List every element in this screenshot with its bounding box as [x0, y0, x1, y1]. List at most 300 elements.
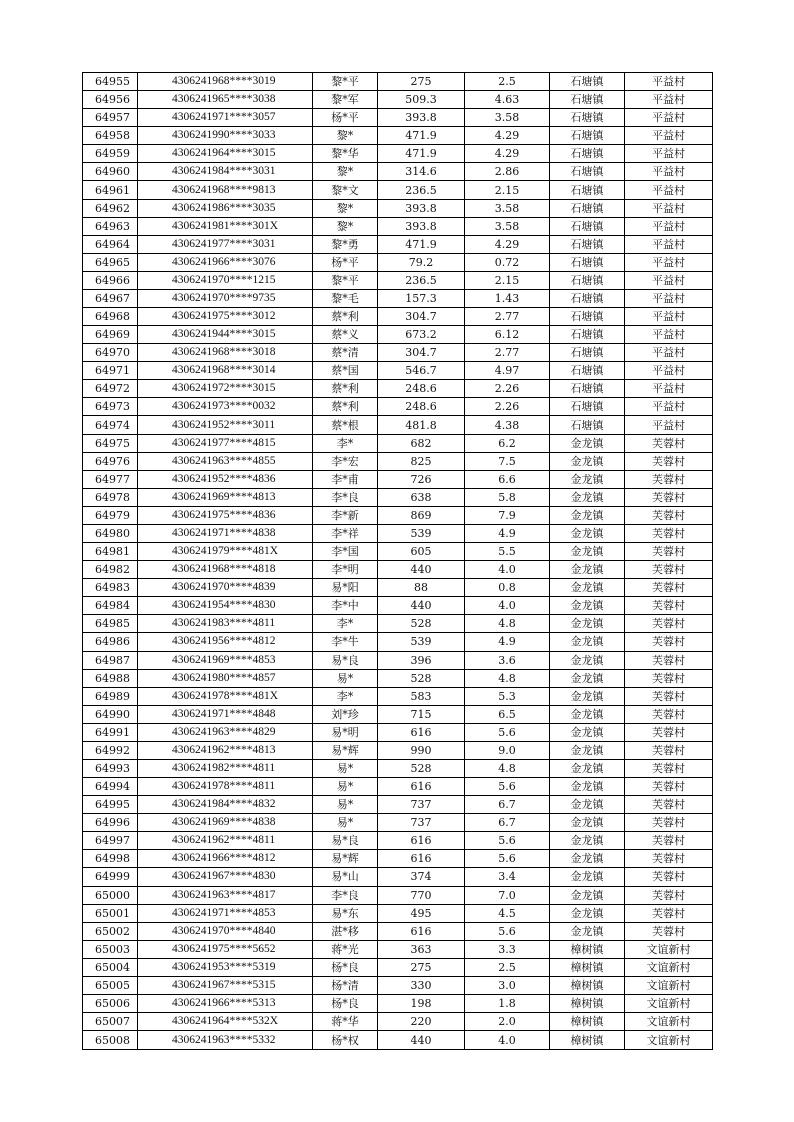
village-cell: 芙蓉村 [625, 452, 713, 470]
amount-cell: 770 [378, 886, 465, 904]
amount-cell: 363 [378, 940, 465, 958]
town-cell: 樟树镇 [550, 958, 625, 976]
town-cell: 石塘镇 [550, 163, 625, 181]
area-cell: 5.8 [465, 488, 550, 506]
id-number-cell: 4306241970****4839 [138, 579, 313, 597]
village-cell: 平益村 [625, 289, 713, 307]
id-number-cell: 4306241966****4812 [138, 850, 313, 868]
person-name-cell: 易*明 [313, 723, 378, 741]
village-cell: 平益村 [625, 416, 713, 434]
area-cell: 2.15 [465, 271, 550, 289]
table-row [83, 380, 713, 398]
village-cell: 平益村 [625, 73, 713, 91]
id-number-cell: 4306241970****4840 [138, 922, 313, 940]
person-name-cell: 黎* [313, 163, 378, 181]
person-name-cell: 蔡*利 [313, 380, 378, 398]
id-number-cell: 4306241977****3031 [138, 235, 313, 253]
area-cell: 0.72 [465, 253, 550, 271]
area-cell: 6.7 [465, 796, 550, 814]
area-cell: 4.29 [465, 145, 550, 163]
amount-cell: 314.6 [378, 163, 465, 181]
id-number-cell: 4306241978****4811 [138, 778, 313, 796]
table-row [83, 416, 713, 434]
area-cell: 7.9 [465, 506, 550, 524]
village-cell: 平益村 [625, 362, 713, 380]
amount-cell: 528 [378, 759, 465, 777]
area-cell: 6.2 [465, 434, 550, 452]
amount-cell: 825 [378, 452, 465, 470]
amount-cell: 304.7 [378, 308, 465, 326]
town-cell: 石塘镇 [550, 109, 625, 127]
area-cell: 3.6 [465, 651, 550, 669]
town-cell: 石塘镇 [550, 145, 625, 163]
area-cell: 7.0 [465, 886, 550, 904]
amount-cell: 616 [378, 832, 465, 850]
village-cell: 平益村 [625, 271, 713, 289]
village-cell: 平益村 [625, 235, 713, 253]
village-cell: 平益村 [625, 145, 713, 163]
person-name-cell: 蔡*国 [313, 362, 378, 380]
person-name-cell: 蔡*利 [313, 398, 378, 416]
person-name-cell: 杨*良 [313, 958, 378, 976]
id-number-cell: 4306241953****5319 [138, 958, 313, 976]
area-cell: 2.26 [465, 380, 550, 398]
id-number-cell: 4306241984****4832 [138, 796, 313, 814]
id-number-cell: 4306241977****4815 [138, 434, 313, 452]
table-row [83, 832, 713, 850]
person-name-cell: 蒋*华 [313, 1013, 378, 1031]
town-cell: 石塘镇 [550, 398, 625, 416]
village-cell: 芙蓉村 [625, 850, 713, 868]
table-row [83, 235, 713, 253]
id-number-cell: 4306241967****5315 [138, 976, 313, 994]
area-cell: 2.5 [465, 73, 550, 91]
town-cell: 石塘镇 [550, 344, 625, 362]
row-number-cell: 64992 [83, 741, 138, 759]
id-number-cell: 4306241984****3031 [138, 163, 313, 181]
town-cell: 金龙镇 [550, 633, 625, 651]
table-row [83, 615, 713, 633]
person-name-cell: 李*祥 [313, 524, 378, 542]
town-cell: 金龙镇 [550, 723, 625, 741]
row-number-cell: 64974 [83, 416, 138, 434]
person-name-cell: 易*良 [313, 651, 378, 669]
row-number-cell: 64984 [83, 597, 138, 615]
town-cell: 金龙镇 [550, 832, 625, 850]
id-number-cell: 4306241952****4836 [138, 470, 313, 488]
id-number-cell: 4306241979****481X [138, 543, 313, 561]
town-cell: 石塘镇 [550, 199, 625, 217]
village-cell: 文谊新村 [625, 1013, 713, 1031]
row-number-cell: 64977 [83, 470, 138, 488]
table-row [83, 308, 713, 326]
row-number-cell: 64988 [83, 669, 138, 687]
village-cell: 平益村 [625, 344, 713, 362]
area-cell: 1.8 [465, 994, 550, 1012]
town-cell: 石塘镇 [550, 416, 625, 434]
id-number-cell: 4306241963****4817 [138, 886, 313, 904]
area-cell: 6.12 [465, 326, 550, 344]
id-number-cell: 4306241972****3015 [138, 380, 313, 398]
amount-cell: 396 [378, 651, 465, 669]
person-name-cell: 黎* [313, 217, 378, 235]
person-name-cell: 易*山 [313, 868, 378, 886]
table-row [83, 940, 713, 958]
id-number-cell: 4306241975****4836 [138, 506, 313, 524]
table-row [83, 633, 713, 651]
town-cell: 金龙镇 [550, 669, 625, 687]
amount-cell: 220 [378, 1013, 465, 1031]
row-number-cell: 64965 [83, 253, 138, 271]
person-name-cell: 黎*华 [313, 145, 378, 163]
row-number-cell: 64991 [83, 723, 138, 741]
row-number-cell: 64978 [83, 488, 138, 506]
amount-cell: 198 [378, 994, 465, 1012]
person-name-cell: 蒋*光 [313, 940, 378, 958]
row-number-cell: 65002 [83, 922, 138, 940]
amount-cell: 737 [378, 814, 465, 832]
id-number-cell: 4306241968****3019 [138, 73, 313, 91]
amount-cell: 546.7 [378, 362, 465, 380]
village-cell: 芙蓉村 [625, 633, 713, 651]
amount-cell: 715 [378, 705, 465, 723]
town-cell: 金龙镇 [550, 434, 625, 452]
id-number-cell: 4306241954****4830 [138, 597, 313, 615]
person-name-cell: 易* [313, 796, 378, 814]
village-cell: 文谊新村 [625, 958, 713, 976]
person-name-cell: 李* [313, 687, 378, 705]
village-cell: 芙蓉村 [625, 687, 713, 705]
row-number-cell: 64979 [83, 506, 138, 524]
row-number-cell: 64962 [83, 199, 138, 217]
table-row [83, 741, 713, 759]
table-row [83, 597, 713, 615]
id-number-cell: 4306241983****4811 [138, 615, 313, 633]
town-cell: 石塘镇 [550, 253, 625, 271]
id-number-cell: 4306241967****4830 [138, 868, 313, 886]
id-number-cell: 4306241978****481X [138, 687, 313, 705]
table-row [83, 145, 713, 163]
row-number-cell: 64973 [83, 398, 138, 416]
id-number-cell: 4306241952****3011 [138, 416, 313, 434]
amount-cell: 393.8 [378, 199, 465, 217]
id-number-cell: 4306241963****4855 [138, 452, 313, 470]
area-cell: 4.5 [465, 904, 550, 922]
village-cell: 芙蓉村 [625, 814, 713, 832]
id-number-cell: 4306241975****3012 [138, 308, 313, 326]
row-number-cell: 64966 [83, 271, 138, 289]
town-cell: 金龙镇 [550, 814, 625, 832]
amount-cell: 304.7 [378, 344, 465, 362]
town-cell: 樟树镇 [550, 1031, 625, 1050]
id-number-cell: 4306241986****3035 [138, 199, 313, 217]
table-row [83, 127, 713, 145]
id-number-cell: 4306241964****3015 [138, 145, 313, 163]
id-number-cell: 4306241973****0032 [138, 398, 313, 416]
amount-cell: 236.5 [378, 271, 465, 289]
person-name-cell: 杨*平 [313, 109, 378, 127]
town-cell: 金龙镇 [550, 651, 625, 669]
town-cell: 石塘镇 [550, 73, 625, 91]
amount-cell: 737 [378, 796, 465, 814]
town-cell: 石塘镇 [550, 380, 625, 398]
row-number-cell: 64983 [83, 579, 138, 597]
town-cell: 石塘镇 [550, 308, 625, 326]
row-number-cell: 64985 [83, 615, 138, 633]
row-number-cell: 64967 [83, 289, 138, 307]
village-cell: 平益村 [625, 398, 713, 416]
town-cell: 樟树镇 [550, 994, 625, 1012]
village-cell: 芙蓉村 [625, 669, 713, 687]
area-cell: 3.4 [465, 868, 550, 886]
table-row [83, 470, 713, 488]
table-row [83, 561, 713, 579]
table-row [83, 687, 713, 705]
person-name-cell: 刘*珍 [313, 705, 378, 723]
town-cell: 樟树镇 [550, 976, 625, 994]
table-row [83, 109, 713, 127]
town-cell: 金龙镇 [550, 543, 625, 561]
area-cell: 5.6 [465, 723, 550, 741]
town-cell: 金龙镇 [550, 615, 625, 633]
table-row [83, 723, 713, 741]
amount-cell: 374 [378, 868, 465, 886]
table-row [83, 524, 713, 542]
table-row [83, 253, 713, 271]
town-cell: 石塘镇 [550, 271, 625, 289]
id-number-cell: 4306241956****4812 [138, 633, 313, 651]
person-name-cell: 杨*权 [313, 1031, 378, 1050]
amount-cell: 616 [378, 778, 465, 796]
id-number-cell: 4306241990****3033 [138, 127, 313, 145]
village-cell: 芙蓉村 [625, 651, 713, 669]
row-number-cell: 64997 [83, 832, 138, 850]
village-cell: 平益村 [625, 380, 713, 398]
area-cell: 4.9 [465, 524, 550, 542]
person-name-cell: 李*明 [313, 561, 378, 579]
table-row [83, 922, 713, 940]
row-number-cell: 64990 [83, 705, 138, 723]
village-cell: 芙蓉村 [625, 470, 713, 488]
person-name-cell: 李*国 [313, 543, 378, 561]
town-cell: 金龙镇 [550, 904, 625, 922]
id-number-cell: 4306241982****4811 [138, 759, 313, 777]
town-cell: 金龙镇 [550, 561, 625, 579]
area-cell: 4.63 [465, 91, 550, 109]
amount-cell: 440 [378, 561, 465, 579]
id-number-cell: 4306241968****3014 [138, 362, 313, 380]
village-cell: 芙蓉村 [625, 886, 713, 904]
amount-cell: 682 [378, 434, 465, 452]
village-cell: 平益村 [625, 308, 713, 326]
area-cell: 9.0 [465, 741, 550, 759]
village-cell: 芙蓉村 [625, 832, 713, 850]
table-row [83, 778, 713, 796]
village-cell: 芙蓉村 [625, 868, 713, 886]
row-number-cell: 64982 [83, 561, 138, 579]
table-row [83, 181, 713, 199]
table-row [83, 1013, 713, 1031]
village-cell: 芙蓉村 [625, 904, 713, 922]
table-row [83, 326, 713, 344]
person-name-cell: 黎* [313, 199, 378, 217]
amount-cell: 638 [378, 488, 465, 506]
village-cell: 芙蓉村 [625, 506, 713, 524]
amount-cell: 616 [378, 922, 465, 940]
town-cell: 金龙镇 [550, 705, 625, 723]
amount-cell: 869 [378, 506, 465, 524]
village-cell: 平益村 [625, 127, 713, 145]
amount-cell: 393.8 [378, 217, 465, 235]
town-cell: 金龙镇 [550, 452, 625, 470]
id-number-cell: 4306241971****4838 [138, 524, 313, 542]
table-row [83, 976, 713, 994]
area-cell: 4.29 [465, 235, 550, 253]
town-cell: 石塘镇 [550, 127, 625, 145]
table-row [83, 506, 713, 524]
table-row [83, 217, 713, 235]
row-number-cell: 65001 [83, 904, 138, 922]
amount-cell: 605 [378, 543, 465, 561]
amount-cell: 481.8 [378, 416, 465, 434]
village-cell: 文谊新村 [625, 976, 713, 994]
id-number-cell: 4306241962****4813 [138, 741, 313, 759]
village-cell: 平益村 [625, 253, 713, 271]
table-row [83, 73, 713, 91]
row-number-cell: 64961 [83, 181, 138, 199]
town-cell: 石塘镇 [550, 326, 625, 344]
area-cell: 1.43 [465, 289, 550, 307]
table-row [83, 579, 713, 597]
person-name-cell: 李* [313, 434, 378, 452]
person-name-cell: 易*辉 [313, 741, 378, 759]
village-cell: 平益村 [625, 91, 713, 109]
table-row [83, 271, 713, 289]
amount-cell: 539 [378, 633, 465, 651]
area-cell: 2.5 [465, 958, 550, 976]
amount-cell: 79.2 [378, 253, 465, 271]
table-row [83, 1031, 713, 1050]
table-row [83, 705, 713, 723]
area-cell: 3.58 [465, 217, 550, 235]
id-number-cell: 4306241962****4811 [138, 832, 313, 850]
person-name-cell: 蔡*根 [313, 416, 378, 434]
amount-cell: 990 [378, 741, 465, 759]
town-cell: 樟树镇 [550, 940, 625, 958]
town-cell: 金龙镇 [550, 796, 625, 814]
village-cell: 芙蓉村 [625, 434, 713, 452]
village-cell: 平益村 [625, 217, 713, 235]
village-cell: 文谊新村 [625, 940, 713, 958]
table-row [83, 669, 713, 687]
area-cell: 3.58 [465, 109, 550, 127]
village-cell: 平益村 [625, 326, 713, 344]
town-cell: 石塘镇 [550, 362, 625, 380]
area-cell: 4.8 [465, 759, 550, 777]
amount-cell: 471.9 [378, 127, 465, 145]
area-cell: 3.58 [465, 199, 550, 217]
village-cell: 文谊新村 [625, 994, 713, 1012]
id-number-cell: 4306241966****3076 [138, 253, 313, 271]
village-cell: 芙蓉村 [625, 759, 713, 777]
id-number-cell: 4306241968****3018 [138, 344, 313, 362]
row-number-cell: 64972 [83, 380, 138, 398]
amount-cell: 275 [378, 73, 465, 91]
person-name-cell: 易*阳 [313, 579, 378, 597]
person-name-cell: 杨*平 [313, 253, 378, 271]
area-cell: 4.9 [465, 633, 550, 651]
person-name-cell: 易* [313, 669, 378, 687]
person-name-cell: 李*良 [313, 886, 378, 904]
area-cell: 4.0 [465, 1031, 550, 1050]
row-number-cell: 64976 [83, 452, 138, 470]
area-cell: 6.7 [465, 814, 550, 832]
town-cell: 金龙镇 [550, 597, 625, 615]
row-number-cell: 64998 [83, 850, 138, 868]
table-row [83, 434, 713, 452]
table-row [83, 543, 713, 561]
row-number-cell: 64980 [83, 524, 138, 542]
village-cell: 芙蓉村 [625, 615, 713, 633]
area-cell: 4.0 [465, 561, 550, 579]
row-number-cell: 64968 [83, 308, 138, 326]
row-number-cell: 64981 [83, 543, 138, 561]
area-cell: 4.8 [465, 669, 550, 687]
table-row [83, 452, 713, 470]
amount-cell: 495 [378, 904, 465, 922]
area-cell: 4.38 [465, 416, 550, 434]
person-name-cell: 易*良 [313, 832, 378, 850]
person-name-cell: 李*宏 [313, 452, 378, 470]
area-cell: 5.3 [465, 687, 550, 705]
row-number-cell: 64955 [83, 73, 138, 91]
amount-cell: 248.6 [378, 380, 465, 398]
table-row [83, 796, 713, 814]
row-number-cell: 65003 [83, 940, 138, 958]
amount-cell: 330 [378, 976, 465, 994]
table-row [83, 344, 713, 362]
person-name-cell: 黎*平 [313, 271, 378, 289]
amount-cell: 471.9 [378, 145, 465, 163]
village-cell: 芙蓉村 [625, 561, 713, 579]
person-name-cell: 易* [313, 778, 378, 796]
person-name-cell: 黎*文 [313, 181, 378, 199]
id-number-cell: 4306241963****4829 [138, 723, 313, 741]
area-cell: 2.77 [465, 344, 550, 362]
town-cell: 石塘镇 [550, 91, 625, 109]
area-cell: 2.86 [465, 163, 550, 181]
person-name-cell: 黎*勇 [313, 235, 378, 253]
village-cell: 平益村 [625, 163, 713, 181]
town-cell: 金龙镇 [550, 579, 625, 597]
row-number-cell: 65000 [83, 886, 138, 904]
row-number-cell: 64996 [83, 814, 138, 832]
id-number-cell: 4306241975****5652 [138, 940, 313, 958]
table-body [83, 73, 713, 1050]
village-cell: 芙蓉村 [625, 778, 713, 796]
town-cell: 樟树镇 [550, 1013, 625, 1031]
amount-cell: 248.6 [378, 398, 465, 416]
village-cell: 芙蓉村 [625, 524, 713, 542]
row-number-cell: 65006 [83, 994, 138, 1012]
amount-cell: 528 [378, 669, 465, 687]
town-cell: 金龙镇 [550, 778, 625, 796]
village-cell: 芙蓉村 [625, 922, 713, 940]
table-row [83, 289, 713, 307]
person-name-cell: 杨*清 [313, 976, 378, 994]
id-number-cell: 4306241944****3015 [138, 326, 313, 344]
person-name-cell: 易*辉 [313, 850, 378, 868]
